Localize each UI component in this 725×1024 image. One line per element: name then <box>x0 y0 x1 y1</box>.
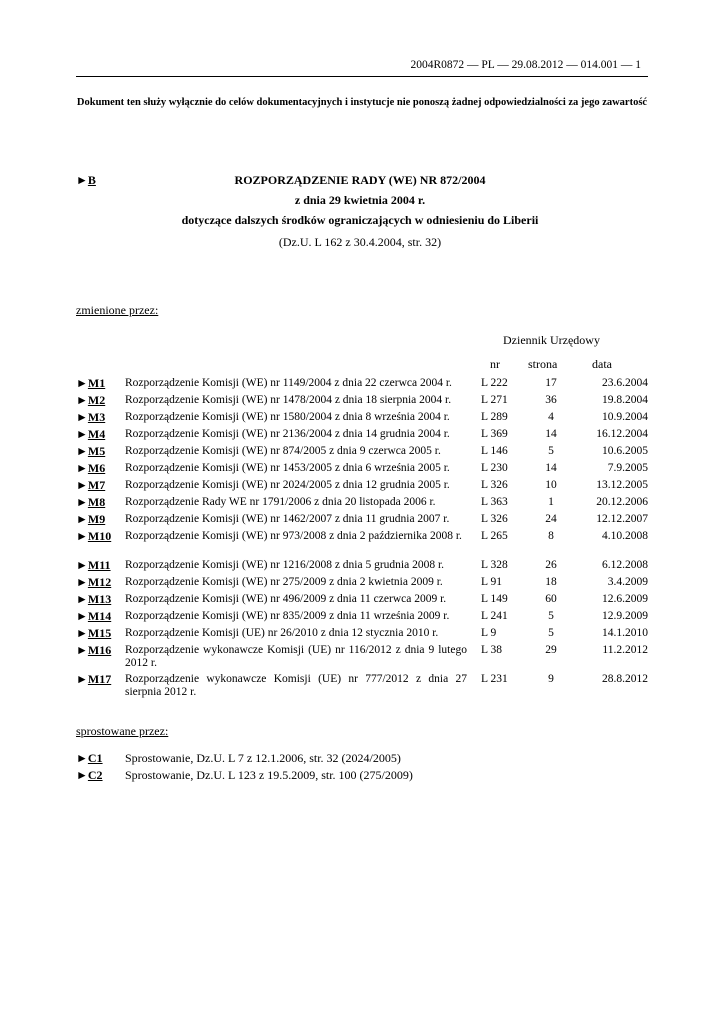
amendment-description: Rozporządzenie wykonawcze Komisji (UE) nr 116/2012 z dnia 9 lutego 2012 r. <box>125 644 467 669</box>
amendment-description: Rozporządzenie Komisji (WE) nr 1216/2008 z dnia 5 grudnia 2008 r. <box>125 559 445 571</box>
journal-date: 12.9.2009 <box>602 610 648 622</box>
arrow-icon: ► <box>76 626 88 640</box>
journal-number: L 328 <box>481 559 508 571</box>
arrow-icon: ► <box>76 410 88 424</box>
amendment-description: Rozporządzenie wykonawcze Komisji (UE) nr 777/2012 z dnia 27 sierpnia 2012 r. <box>125 673 467 698</box>
journal-date: 14.1.2010 <box>602 627 648 639</box>
amendment-description: Rozporządzenie Komisji (WE) nr 1580/2004 z dnia 8 września 2004 r. <box>125 411 450 423</box>
arrow-icon: ► <box>76 558 88 572</box>
amendment-description: Rozporządzenie Rady WE nr 1791/2006 z dnia 20 listopada 2006 r. <box>125 496 436 508</box>
amendment-description: Rozporządzenie Komisji (WE) nr 1462/2007 z dnia 11 grudnia 2007 r. <box>125 513 450 525</box>
journal-date: 11.2.2012 <box>602 644 648 656</box>
journal-number: L 265 <box>481 530 508 542</box>
journal-page: 60 <box>545 593 557 605</box>
journal-number: L 326 <box>481 513 508 525</box>
journal-heading: Dziennik Urzędowy <box>503 333 600 347</box>
document-id: 2004R0872 — PL — 29.08.2012 — 014.001 — 1 <box>410 59 641 71</box>
arrow-icon: ► <box>76 592 88 606</box>
amendment-marker[interactable] <box>76 673 111 686</box>
journal-number: L 146 <box>481 445 508 457</box>
amendment-marker[interactable] <box>76 496 105 509</box>
arrow-icon: ► <box>76 575 88 589</box>
amendment-description: Rozporządzenie Komisji (WE) nr 2024/2005 z dnia 12 grudnia 2005 r. <box>125 479 450 491</box>
arrow-icon: ► <box>76 461 88 475</box>
journal-page: 14 <box>545 428 557 440</box>
regulation-reference: (Dz.U. L 162 z 30.4.2004, str. 32) <box>278 235 442 249</box>
journal-page: 9 <box>548 673 554 685</box>
amended-by-label: zmienione przez: <box>76 303 159 317</box>
journal-page: 18 <box>545 576 557 588</box>
amendment-marker[interactable] <box>76 644 111 657</box>
journal-number: L 363 <box>481 496 508 508</box>
amendment-description: Rozporządzenie Komisji (WE) nr 496/2009 z dnia 11 czerwca 2009 r. <box>125 593 447 605</box>
arrow-icon: ► <box>76 751 88 765</box>
amendment-description: Rozporządzenie Komisji (WE) nr 275/2009 z dnia 2 kwietnia 2009 r. <box>125 576 443 588</box>
journal-number: L 241 <box>481 610 508 622</box>
amendment-description: Rozporządzenie Komisji (WE) nr 2136/2004 z dnia 14 grudnia 2004 r. <box>125 428 450 440</box>
journal-number: L 9 <box>481 627 497 639</box>
amendment-description: Rozporządzenie Komisji (WE) nr 835/2009 z dnia 11 września 2009 r. <box>125 610 450 622</box>
journal-date: 10.9.2004 <box>602 411 648 423</box>
journal-number: L 326 <box>481 479 508 491</box>
correction-description: Sprostowanie, Dz.U. L 123 z 19.5.2009, str. 100 (275/2009) <box>125 768 413 782</box>
arrow-icon: ► <box>76 393 88 407</box>
amendment-description: Rozporządzenie Komisji (WE) nr 874/2005 z dnia 9 czerwca 2005 r. <box>125 445 441 457</box>
journal-date: 3.4.2009 <box>607 576 648 588</box>
amendment-marker[interactable] <box>76 593 111 606</box>
amendment-marker[interactable] <box>76 445 105 458</box>
journal-date: 10.6.2005 <box>602 445 648 457</box>
journal-date: 12.6.2009 <box>602 593 648 605</box>
journal-date: 23.6.2004 <box>602 377 648 389</box>
column-header-nr: nr <box>490 357 500 371</box>
correction-marker[interactable] <box>76 751 103 766</box>
arrow-icon: ► <box>76 427 88 441</box>
arrow-icon: ► <box>76 512 88 526</box>
journal-number: L 230 <box>481 462 508 474</box>
journal-page: 5 <box>548 445 554 457</box>
regulation-title: ROZPORZĄDZENIE RADY (WE) NR 872/2004 <box>234 173 486 187</box>
amendment-marker[interactable] <box>76 479 105 492</box>
arrow-icon: ► <box>76 376 88 390</box>
amendment-code: M2 <box>87 393 106 407</box>
journal-page: 1 <box>548 496 554 508</box>
arrow-icon: ► <box>76 495 88 509</box>
amendment-marker[interactable] <box>76 627 111 640</box>
arrow-icon: ► <box>76 609 88 623</box>
journal-date: 19.8.2004 <box>602 394 648 406</box>
journal-page: 4 <box>548 411 554 423</box>
amendment-marker[interactable] <box>76 559 111 572</box>
journal-number: L 271 <box>481 394 508 406</box>
journal-number: L 91 <box>481 576 502 588</box>
arrow-icon: ► <box>76 672 88 686</box>
amendment-marker[interactable] <box>76 394 105 407</box>
regulation-subject: dotyczące dalszych środków ograniczających w odniesieniu do Liberii <box>181 213 539 227</box>
journal-date: 13.12.2005 <box>596 479 648 491</box>
journal-page: 8 <box>548 530 554 542</box>
amendment-code: M16 <box>87 643 112 657</box>
amendment-code: M1 <box>87 376 106 390</box>
disclaimer: Dokument ten służy wyłącznie do celów dokumentacyjnych i instytucje nie ponoszą żadnej odpowiedzialności za jego zawartość <box>76 97 648 108</box>
journal-date: 20.12.2006 <box>596 496 648 508</box>
journal-page: 29 <box>545 644 557 656</box>
journal-date: 28.8.2012 <box>602 673 648 685</box>
amendment-marker[interactable] <box>76 513 105 526</box>
column-header-page: strona <box>528 357 558 371</box>
amendment-code: M9 <box>87 512 106 526</box>
column-header-date: data <box>592 357 612 371</box>
journal-page: 26 <box>545 559 557 571</box>
amendment-code: M13 <box>87 592 112 606</box>
header-divider <box>76 76 648 77</box>
amendment-code: M11 <box>87 558 111 572</box>
journal-number: L 289 <box>481 411 508 423</box>
correction-code: C1 <box>87 751 103 765</box>
amendment-code: M5 <box>87 444 106 458</box>
corrected-by-label: sprostowane przez: <box>76 724 169 738</box>
amendment-description: Rozporządzenie Komisji (WE) nr 1478/2004 z dnia 18 sierpnia 2004 r. <box>125 394 452 406</box>
journal-date: 4.10.2008 <box>602 530 648 542</box>
arrow-icon: ► <box>76 173 88 187</box>
amendment-description: Rozporządzenie Komisji (UE) nr 26/2010 z dnia 12 stycznia 2010 r. <box>125 627 439 639</box>
journal-number: L 369 <box>481 428 508 440</box>
journal-page: 24 <box>545 513 557 525</box>
journal-page: 10 <box>545 479 557 491</box>
amendment-code: M12 <box>87 575 112 589</box>
journal-page: 5 <box>548 610 554 622</box>
amendment-marker[interactable] <box>76 576 111 589</box>
arrow-icon: ► <box>76 478 88 492</box>
amendment-description: Rozporządzenie Komisji (WE) nr 1149/2004 z dnia 22 czerwca 2004 r. <box>125 377 452 389</box>
amendment-description: Rozporządzenie Komisji (WE) nr 973/2008 z dnia 2 października 2008 r. <box>125 530 462 542</box>
journal-date: 12.12.2007 <box>596 513 648 525</box>
amendment-code: M4 <box>87 427 106 441</box>
amendment-code: M7 <box>87 478 106 492</box>
journal-date: 7.9.2005 <box>607 462 648 474</box>
amendment-code: M6 <box>87 461 106 475</box>
base-act-code: B <box>87 173 96 187</box>
journal-date: 6.12.2008 <box>602 559 648 571</box>
arrow-icon: ► <box>76 444 88 458</box>
amendment-code: M8 <box>87 495 106 509</box>
journal-page: 5 <box>548 627 554 639</box>
amendment-marker[interactable] <box>76 530 111 543</box>
regulation-title-block <box>150 173 570 250</box>
journal-page: 14 <box>545 462 557 474</box>
journal-number: L 222 <box>481 377 508 389</box>
journal-number: L 149 <box>481 593 508 605</box>
journal-page: 17 <box>545 377 557 389</box>
arrow-icon: ► <box>76 529 88 543</box>
journal-number: L 231 <box>481 673 508 685</box>
amendment-code: M10 <box>87 529 112 543</box>
amendment-description: Rozporządzenie Komisji (WE) nr 1453/2005 z dnia 6 września 2005 r. <box>125 462 450 474</box>
amendment-marker[interactable] <box>76 428 105 441</box>
correction-description: Sprostowanie, Dz.U. L 7 z 12.1.2006, str. 32 (2024/2005) <box>125 751 401 765</box>
arrow-icon: ► <box>76 768 88 782</box>
amendment-code: M15 <box>87 626 112 640</box>
amendment-marker[interactable] <box>76 610 111 623</box>
regulation-date: z dnia 29 kwietnia 2004 r. <box>294 193 426 207</box>
journal-number: L 38 <box>481 644 502 656</box>
amendment-marker[interactable] <box>76 462 105 475</box>
arrow-icon: ► <box>76 643 88 657</box>
correction-marker[interactable] <box>76 768 103 783</box>
amendment-marker[interactable] <box>76 377 105 390</box>
amendment-code: M17 <box>87 672 112 686</box>
journal-date: 16.12.2004 <box>596 428 648 440</box>
base-act-marker[interactable] <box>76 173 96 188</box>
amendment-code: M3 <box>87 410 106 424</box>
amendment-code: M14 <box>87 609 112 623</box>
amendment-marker[interactable] <box>76 411 105 424</box>
correction-code: C2 <box>87 768 103 782</box>
journal-page: 36 <box>545 394 557 406</box>
